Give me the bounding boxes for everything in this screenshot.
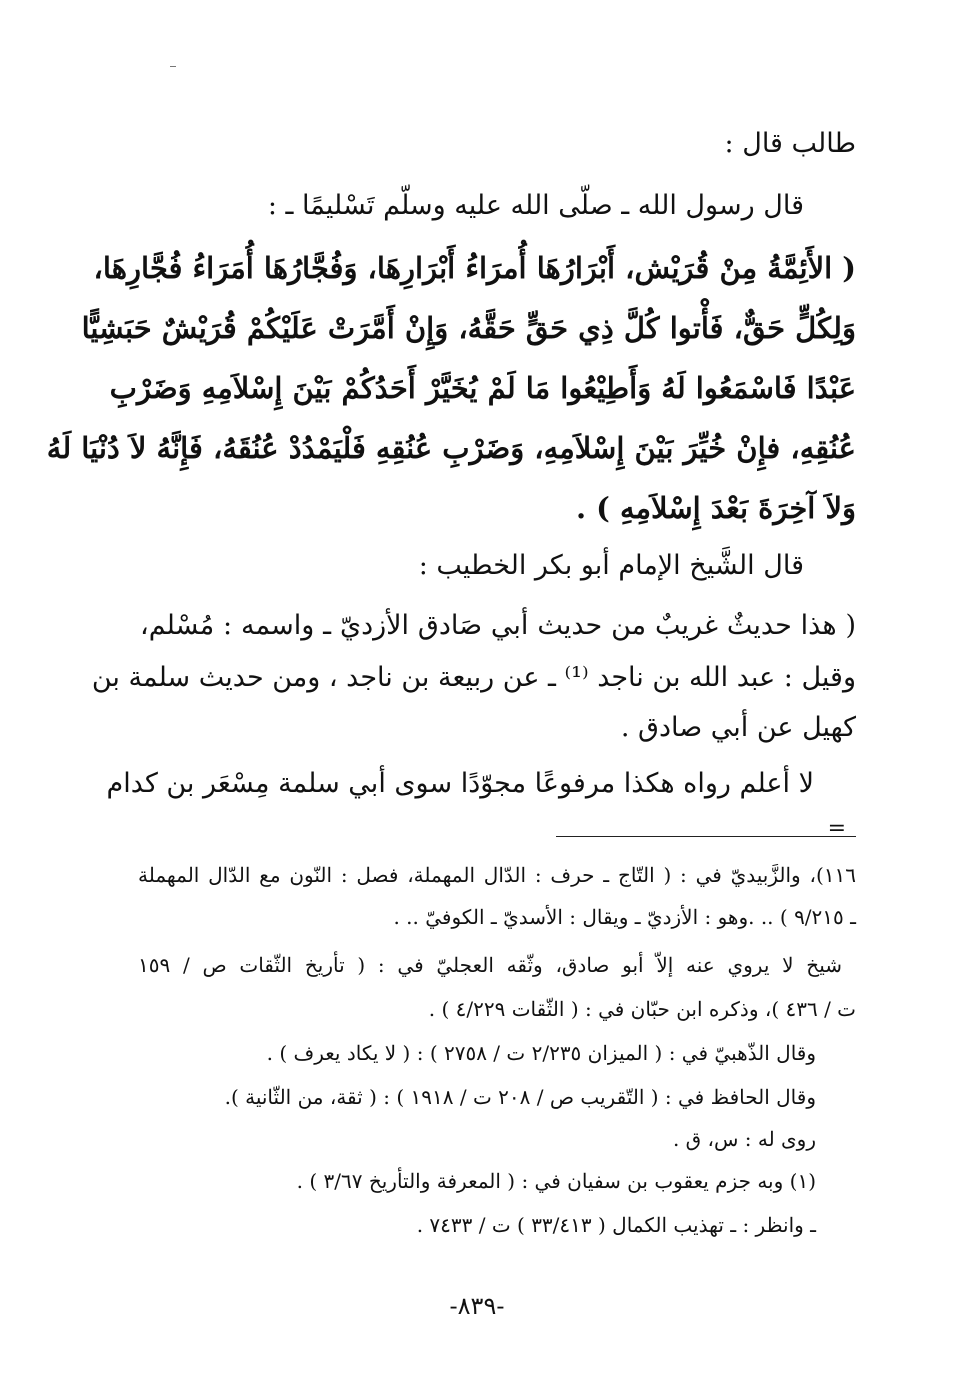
hadith-line-5: وَلاَ آخِرَةَ بَعْدَ إِسْلاَمِهِ ) . [575,491,856,525]
continuation-mark: = [827,816,846,841]
footnote-line-4: ت / ٤٣٦ )، وذكره ابن حبّان في : ( الثّقات ٤/٢٢٩ ) . [428,997,856,1021]
hadith-line-1: ( الأَئِمَّةُ مِنْ قُرَيْش، أَبْرَارُهَا أُمرَاءُ أَبْرَارِهَا، وَفُجَّارُهَا أُمَرَاءُ فُجَّارِهَا، [93,251,856,285]
hadith-line-3: عَبْدًا فَاسْمَعُوا لَهُ وَأَطِيْعُوا مَا لَمْ يُخَيَّرْ أَحَدُكُمْ بَيْنَ إِسْلاَمِهِ وَضَرْبِ [109,371,856,405]
margin-mark [170,66,176,67]
footnote-line-9: ـ وانظر : ـ تهذيب الكمال ( ٣٣/٤١٣ ) ت / ٧٤٣٣ . [416,1213,816,1237]
footnote-line-7: روى له : س، ق . [672,1127,816,1151]
text-line-1: طالب قال : [724,128,856,159]
footnote-line-8: (١) وبه جزم يعقوب بن سفيان في : ( المعرفة والتأريخ ٣/٦٧ ) . [296,1169,816,1193]
text-line-4: لا أعلم رواه هكذا مرفوعًا مجوّدًا سوى أبي سلمة مِسْعَر بن كدام [106,768,814,799]
commentary-line-2: وقيل : عبد الله بن ناجد ⁽¹⁾ ـ عن ربيعة بن ناجد ، ومن حديث سلمة بن [91,662,856,693]
footnote-line-2: ـ ٩/٢١٥ ) .. .وهو : الأزديّ ـ ويقال : الأسديّ ـ الكوفيّ .. . [393,905,856,929]
footnote-line-6: وقال الحافظ في : ( التّقريب ص / ٢٠٨ ت / ١٩١٨ ) : ( ثقة، من الثّانية ). [224,1085,816,1109]
footnote-line-1: ١١٦)، والزَّبيديّ في : ( التّاج ـ حرف : الدّال المهملة، فصل : النّون مع الدّال المهملة [138,863,856,887]
hadith-line-4: عُنُقِهِ، فإِنْ خُيِّرَ بَيْنَ إِسْلاَمِهِ، وَضَرْبِ عُنُقِهِ فَلْيَمْدُدْ عُنُقَهُ، فَإِنَّهُ لاَ دُنْيَا لَهُ [46,431,856,465]
page-number: -٨٣٩- [449,1292,505,1320]
hadith-line-2: وَلِكُلٍّ حَقٌّ، فَأْتوا كُلَّ ذِي حَقٍّ حَقَّهُ، وَإِنْ أَمَّرَتْ عَلَيْكُمْ قُرَيْشٌ حَبَشِيًّا [81,311,856,345]
commentary-line-1: ( هذا حديثٌ غريبٌ من حديث أبي صَادق الأزديّ ـ واسمه : مُسْلم، [140,610,856,641]
commentary-line-3: كهيل عن أبي صادق . [620,712,856,743]
footnote-line-5: وقال الذّهبيّ في : ( الميزان ٢/٢٣٥ ت / ٢٧٥٨ ) : ( لا يكاد يعرف ) . [266,1041,816,1065]
text-line-3: قال الشَّيخ الإمام أبو بكر الخطيب : [418,550,804,581]
footnote-line-3: شيخ لا يروي عنه إلاّ أبو صادق، وثّقه العجليّ في : ( تأريخ الثّقات ص / ١٥٩ [138,953,842,977]
text-line-2: قال رسول الله ـ صلّى الله عليه وسلّم تَسْليمًا ـ : [267,190,804,221]
footnote-rule [556,836,856,837]
